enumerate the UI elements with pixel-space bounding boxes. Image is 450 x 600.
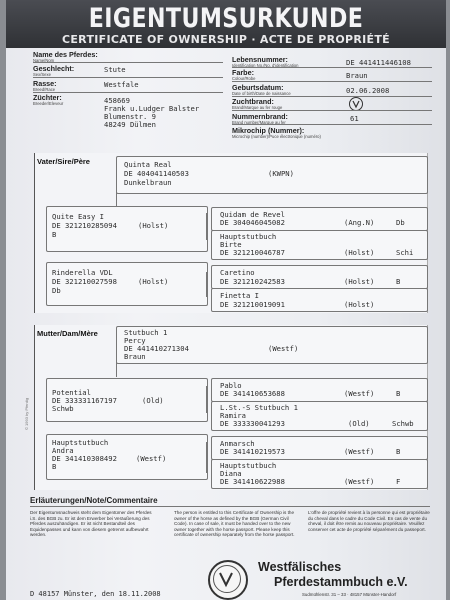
ancestor-name: Pablo xyxy=(220,381,242,390)
dam-dam-name: Hauptstutbuch xyxy=(52,438,109,447)
dam-name: Percy xyxy=(124,336,146,345)
sex-label: Geschlecht: xyxy=(33,64,75,73)
microchip-label: Mikrochip (Nummer): xyxy=(232,126,305,135)
ancestor-colour: Db xyxy=(396,218,405,227)
ancestor-assoc: (Holst) xyxy=(344,277,375,286)
life-number-label: Lebensnummer: xyxy=(232,55,288,64)
ancestor-name: Finetta I xyxy=(220,291,259,300)
connector-line xyxy=(206,272,207,297)
ancestor-id: DE 333330041293 xyxy=(220,419,285,428)
breeder-sublabel: Breeder/Eleveur xyxy=(33,101,64,106)
number-brand-sublabel: Brand number/Marque au fer xyxy=(232,120,286,125)
connector-line xyxy=(116,192,117,207)
ancestor-id: DE 321210046787 xyxy=(220,248,285,257)
ancestor-id: DE 321210242583 xyxy=(220,277,285,286)
birth-date-label: Geburtsdatum: xyxy=(232,83,284,92)
number-brand-value: 61 xyxy=(350,114,359,123)
ancestor-colour: Schwb xyxy=(392,419,414,428)
sex-sublabel: Sex/Sexe xyxy=(33,72,51,77)
birth-date-sublabel: Date of birth/Date de naissance xyxy=(232,91,291,96)
brand-mark-icon xyxy=(349,97,363,111)
notes-french: L'offre de propriété revient à la personne qui est propriétaire du cheval dans le cadre du Code Civil. En cas de vente du cheval, il doit être remis au nouveau propriétaire. Veuillez conserver cet acte de propriété séparément du passeport. xyxy=(308,510,430,532)
horse-name-label: Name des Pferdes: xyxy=(33,50,98,59)
ancestor-colour: Schi xyxy=(396,248,414,257)
divider xyxy=(232,67,432,68)
sire-dam-name: Rinderella VDL xyxy=(52,268,113,277)
ancestor-assoc: (Holst) xyxy=(344,300,375,309)
ancestor-name: L.St.-S Stutbuch 1 xyxy=(220,403,298,412)
place-date: D 48157 Münster, den 18.11.2008 xyxy=(30,590,161,598)
brand-label: Zuchtbrand: xyxy=(232,97,274,106)
ancestor-id: DE 321210019091 xyxy=(220,300,285,309)
dam-assoc: (Westf) xyxy=(268,344,299,353)
ancestor-colour: B xyxy=(396,447,401,456)
breeder-line: Frank u.Ludger Balster xyxy=(104,104,200,113)
dam-sire-name: Potential xyxy=(52,388,91,397)
ancestor-name: Caretino xyxy=(220,268,255,277)
ancestor-name: Quidam de Revel xyxy=(220,210,285,219)
ancestor-id: DE 304046045082 xyxy=(220,218,285,227)
breed-sublabel: Breed/Race xyxy=(33,87,56,92)
dam-sire-colour: Schwb xyxy=(52,404,74,413)
breeder-line: 458669 xyxy=(104,96,130,105)
ancestor-colour: B xyxy=(396,389,401,398)
divider xyxy=(33,77,223,78)
brand-sublabel: Brand/Marque au fer rouge xyxy=(232,105,283,110)
sire-sire-assoc: (Holst) xyxy=(138,221,169,230)
life-number-sublabel: Identification No./No. d'identification xyxy=(232,63,299,68)
sire-assoc: (KWPN) xyxy=(268,169,294,178)
horse-name-sublabel: Name/Nom xyxy=(33,58,55,63)
dam-colour: Braun xyxy=(124,352,146,361)
breeder-label: Züchter: xyxy=(33,93,62,102)
ancestor-colour: B xyxy=(396,277,401,286)
ancestor-id: DE 341410653688 xyxy=(220,389,285,398)
sex-value: Stute xyxy=(104,65,126,74)
dam-dam-assoc: (Westf) xyxy=(136,454,167,463)
notes-heading: Erläuterungen/Note/Commentaire xyxy=(30,496,158,505)
divider xyxy=(232,81,432,82)
dam-id: DE 441410271304 xyxy=(124,344,189,353)
divider xyxy=(33,62,223,63)
sire-dam-assoc: (Holst) xyxy=(138,277,169,286)
birth-date-value: 02.06.2008 xyxy=(346,86,390,95)
copyright-note: © 1993 by Pferdig xyxy=(24,397,29,430)
dam-dam-id: DE 341410308492 xyxy=(52,454,117,463)
connector-line xyxy=(206,386,207,413)
breeder-line: Blumenstr. 9 xyxy=(104,112,156,121)
certificate-header xyxy=(6,0,446,48)
ancestor-name: Birte xyxy=(220,240,242,249)
notes-german: Der Eigentumsnachweis steht dem Eigentümer des Pferdes i.S. des BGB zu. Er ist dem Erwerber bei Veräußerung des Pferdes auszuhändigen. Er ist nicht Bestandteil des Equidenpasses und kann von diesem getrennt aufbewahrt werden. xyxy=(30,510,152,538)
colour-value: Braun xyxy=(346,71,368,80)
ancestor-assoc: (Westf) xyxy=(344,477,375,486)
connector-line xyxy=(206,442,207,473)
connector-line xyxy=(116,362,117,377)
organisation-address: Sudmühlenstr. 31 – 33 · 48157 Münster-Handorf xyxy=(302,592,397,597)
notes-english: The person is entitled to this Certificate of Ownership is the owner of the horse as defined by the BGB (German Civil Code). In case of sale, it must be handed over to the new owner together with the horse passport. Please keep this certificate of ownership separately from the horse passport. xyxy=(174,510,295,538)
connector-line xyxy=(206,213,207,240)
ancestor-assoc: (Westf) xyxy=(344,447,375,456)
colour-sublabel: Colour/Robe xyxy=(232,76,256,81)
certificate-title: EIGENTUMSURKUNDE xyxy=(88,3,364,34)
ancestor-name: Diana xyxy=(220,469,242,478)
divider xyxy=(30,506,430,507)
ancestor-assoc: (Holst) xyxy=(344,248,375,257)
sire-sire-colour: B xyxy=(52,230,57,239)
sire-name: Quinta Real xyxy=(124,160,172,169)
ancestor-id: DE 341410219573 xyxy=(220,447,285,456)
dam-line: Stutbuch 1 xyxy=(124,328,168,337)
certificate-page xyxy=(6,0,446,600)
ancestor-name: Anmarsch xyxy=(220,439,255,448)
colour-label: Farbe: xyxy=(232,68,254,77)
ancestor-assoc: (Ang.N) xyxy=(344,218,375,227)
microchip-sublabel: Microchip (number)/Puce électronique (numéro) xyxy=(232,134,321,139)
breed-label: Rasse: xyxy=(33,79,57,88)
ancestor-name: Hauptstutbuch xyxy=(220,461,277,470)
ancestor-assoc: (Westf) xyxy=(344,389,375,398)
sire-dam-id: DE 321210027598 xyxy=(52,277,117,286)
sire-sire-name: Quite Easy I xyxy=(52,212,104,221)
sire-sire-id: DE 321210285094 xyxy=(52,221,117,230)
number-brand-label: Nummernbrand: xyxy=(232,112,288,121)
breed-value: Westfale xyxy=(104,80,139,89)
sire-id: DE 404041140503 xyxy=(124,169,189,178)
sire-heading: Vater/Sire/Père xyxy=(37,157,90,166)
sire-dam-colour: Db xyxy=(52,286,61,295)
life-number-value: DE 441411446108 xyxy=(346,58,411,67)
organisation-name: Pferdestammbuch e.V. xyxy=(274,575,408,589)
dam-sire-id: DE 333331167197 xyxy=(52,396,117,405)
association-logo-icon xyxy=(208,560,248,600)
divider xyxy=(232,124,432,125)
ancestor-name: Hauptstutbuch xyxy=(220,232,277,241)
ancestor-name: Ramira xyxy=(220,411,246,420)
dam-dam-colour: B xyxy=(52,462,57,471)
divider xyxy=(232,110,432,111)
sire-colour: Dunkelbraun xyxy=(124,178,172,187)
breeder-line: 48249 Dülmen xyxy=(104,120,156,129)
ancestor-id: DE 341410622988 xyxy=(220,477,285,486)
ancestor-colour: F xyxy=(396,477,401,486)
certificate-subtitle: CERTIFICATE OF OWNERSHIP · ACTE DE PROPRIÉTÉ xyxy=(62,33,390,46)
dam-dam-name: Andra xyxy=(52,446,74,455)
ancestor-assoc: (Old) xyxy=(348,419,370,428)
dam-heading: Mutter/Dam/Mère xyxy=(37,329,98,338)
organisation-name: Westfälisches xyxy=(258,560,342,574)
dam-sire-assoc: (Old) xyxy=(142,396,164,405)
